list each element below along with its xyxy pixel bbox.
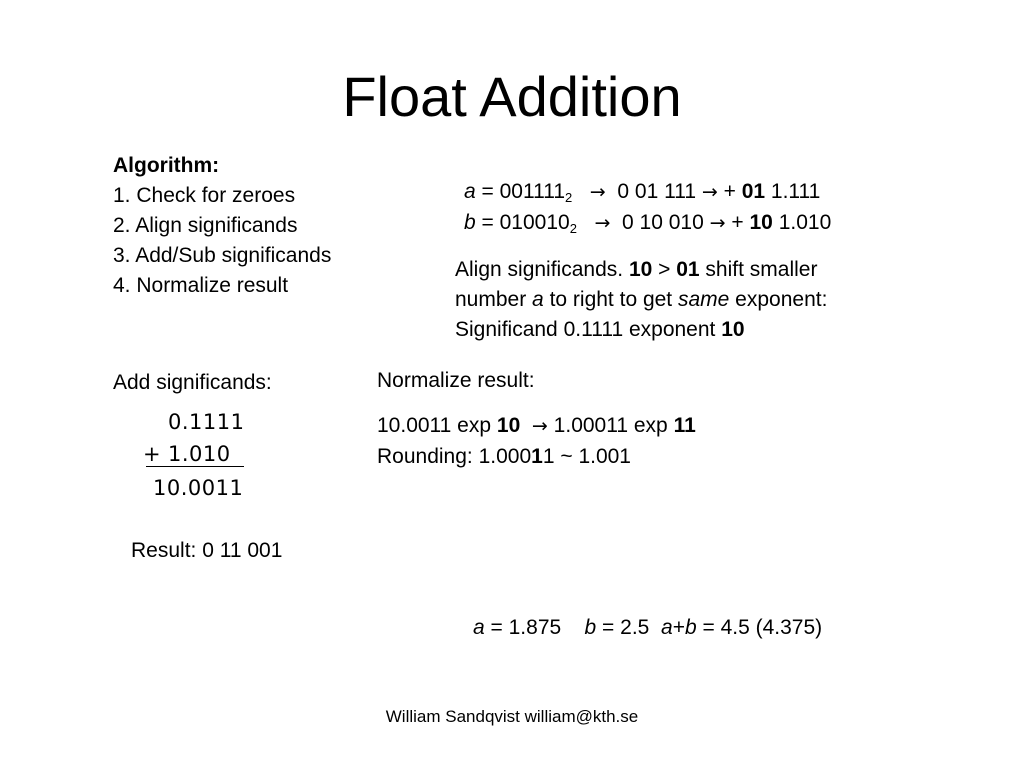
rounding-bit: 1	[531, 445, 543, 468]
normalize-label: Normalize result:	[377, 369, 535, 392]
var-b: b	[464, 211, 476, 234]
var-b: b	[684, 616, 697, 639]
exponent-b: 10	[628, 258, 653, 281]
value-a: = 1.875	[484, 616, 562, 639]
plus-sign: +	[143, 442, 162, 466]
normalize-exponent-old: 10	[496, 414, 521, 437]
slide-title: Float Addition	[342, 65, 682, 128]
var-a: a	[473, 616, 485, 639]
operand-b-binary: = 010010	[475, 211, 570, 234]
operand-b-significand: 1.010	[772, 211, 832, 234]
operand-b-sign: +	[725, 211, 750, 234]
operand-a-significand: 1.111	[765, 180, 821, 203]
value-b: = 2.5	[596, 616, 650, 639]
align-text: Align significands.	[455, 258, 629, 281]
sum-rule	[146, 466, 244, 467]
add-operand-2: 1.010	[168, 442, 231, 466]
operand-b-base: 2	[569, 221, 577, 236]
algorithm-step: 2. Align significands	[113, 214, 298, 237]
align-text: number	[455, 288, 533, 311]
algorithm-step: 4. Normalize result	[113, 274, 289, 297]
align-text: to right to get	[543, 288, 678, 311]
align-text: shift smaller	[699, 258, 818, 281]
align-block	[455, 255, 827, 345]
arrow-icon: →	[589, 181, 606, 203]
operand-a-line	[464, 177, 820, 207]
normalize-text: 10.0011 exp	[377, 414, 497, 437]
arrow-icon: →	[594, 212, 611, 234]
add-label: Add significands:	[113, 371, 272, 394]
algorithm-block	[113, 151, 331, 301]
algorithm-step: 3. Add/Sub significands	[113, 244, 332, 267]
algorithm-step: 1. Check for zeroes	[113, 184, 296, 207]
algorithm-heading: Algorithm:	[113, 154, 220, 177]
rounding-text: Rounding: 1.000	[377, 445, 532, 468]
align-text: Significand 0.1111 exponent	[455, 318, 722, 341]
align-line-3	[455, 315, 827, 345]
operand-a-base: 2	[565, 190, 573, 205]
align-line-2	[455, 285, 827, 315]
align-text: exponent:	[729, 288, 828, 311]
plus-sign: +	[672, 616, 685, 639]
normalize-line-1	[377, 411, 696, 441]
operand-a-exponent: 01	[741, 180, 766, 203]
add-sum: 10.0011	[153, 476, 244, 500]
operand-b-exponent: 10	[749, 211, 773, 234]
var-a: a	[464, 180, 476, 203]
emphasis-same: same	[677, 288, 730, 311]
arrow-icon: →	[701, 181, 718, 203]
result-text: Result: 0 11 001	[131, 539, 283, 562]
operand-a-fields: 0 01 111	[617, 180, 697, 203]
normalize-exponent-new: 11	[673, 414, 696, 437]
operand-b-fields: 0 10 010	[622, 211, 704, 234]
operand-a-sign: +	[717, 180, 742, 203]
value-sum: = 4.5 (4.375)	[696, 616, 823, 639]
normalize-line-2	[377, 442, 631, 472]
decimal-check	[473, 613, 822, 643]
operand-a-binary: = 001111	[475, 180, 566, 203]
var-b: b	[584, 616, 597, 639]
align-line-1	[455, 255, 827, 285]
footer-author: William Sandqvist william@kth.se	[385, 707, 639, 726]
var-a: a	[661, 616, 673, 639]
operand-b-line	[464, 208, 831, 238]
add-operand-1: 0.1111	[168, 410, 245, 434]
rounding-text: 1 ~ 1.001	[542, 445, 631, 468]
arrow-icon: →	[531, 415, 548, 437]
arrow-icon: →	[709, 212, 726, 234]
greater-than: >	[652, 258, 677, 281]
normalize-text: 1.00011 exp	[547, 414, 674, 437]
exponent-a: 01	[676, 258, 700, 281]
var-a: a	[532, 288, 544, 311]
aligned-exponent: 10	[721, 318, 745, 341]
